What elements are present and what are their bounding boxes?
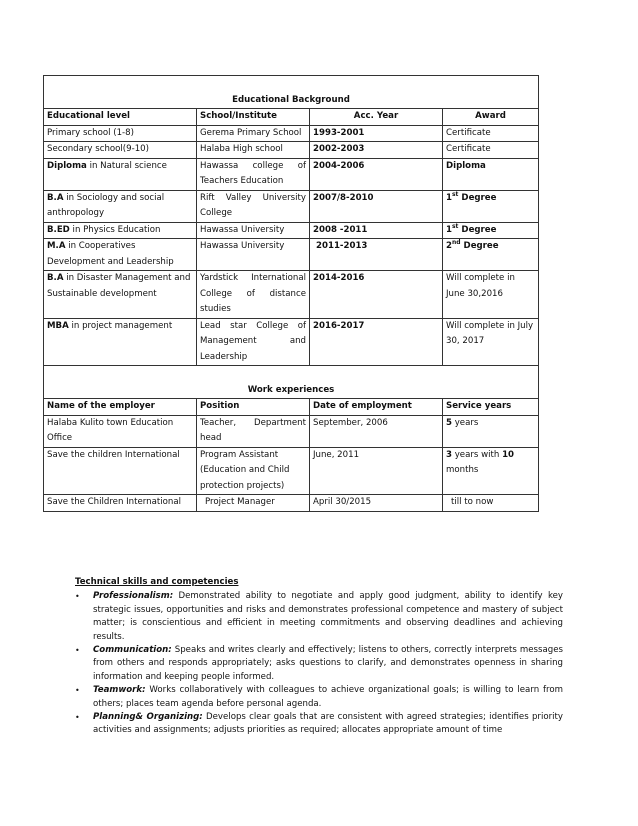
award-cell: 2nd Degree [443,239,539,271]
school-cell: Yardstick International College of distance studies [197,271,310,319]
award-cell: Certificate [443,142,539,159]
school-cell: Gerema Primary School [197,125,310,142]
date-cell: September, 2006 [310,415,443,447]
service-years-cell: 3 years with 10 months [443,447,539,495]
bullet-icon: • [75,686,80,696]
year-cell: 2016-2017 [310,318,443,366]
list-item: • Communication: Speaks and writes clearly and effectively; listens to others, correctly interprets messages from others and responds appropriately; asks questions to clarify, and demonstrates openness in sharing information and keeping people informed. [75,645,563,682]
award-cell: 1st Degree [443,190,539,222]
work-section-title: Work experiences [44,366,539,399]
school-cell: Hawassa college of Teachers Education [197,158,310,190]
year-cell: 2002-2003 [310,142,443,159]
table-row [44,190,539,222]
employer-cell: Halaba Kulito town Education Office [44,415,197,447]
table-row [44,222,539,239]
bullet-icon: • [75,713,80,723]
education-title-row [44,76,539,109]
date-cell: April 30/2015 [310,495,443,512]
skills-heading: Technical skills and competencies [75,577,239,587]
year-cell: 2008 -2011 [310,222,443,239]
year-cell: 2004-2006 [310,158,443,190]
table-row [44,239,539,271]
table-row [44,271,539,319]
list-item: • Professionalism: Demonstrated ability to negotiate and apply good judgment, ability to identify key strategic issues, opportunities and risks and demonstrates professional competence and mastery of subject matter; is conscientious and efficient in meeting commitments and observing deadlines and achieving results. [75,591,563,642]
column-header: Date of employment [310,399,443,416]
table-row [44,158,539,190]
education-level-cell: Diploma in Natural science [44,158,197,190]
education-level-cell: Primary school (1-8) [44,125,197,142]
table-row [44,142,539,159]
work-header-row [44,399,539,416]
skills-list [75,590,563,737]
award-cell: Certificate [443,125,539,142]
year-cell: 2007/8-2010 [310,190,443,222]
school-cell: Hawassa University [197,239,310,271]
column-header: Position [197,399,310,416]
column-header: Educational level [44,109,197,126]
year-cell: 1993-2001 [310,125,443,142]
table-row [44,125,539,142]
education-level-cell: Secondary school(9-10) [44,142,197,159]
employer-cell: Save the Children International [44,495,197,512]
table-row [44,318,539,366]
education-level-cell: MBA in project management [44,318,197,366]
cv-table [43,75,539,512]
position-cell: Teacher, Department head [197,415,310,447]
column-header: School/Institute [197,109,310,126]
position-cell: Program Assistant (Education and Child protection projects) [197,447,310,495]
list-item: • Planning& Organizing: Develops clear goals that are consistent with agreed strategies; identifies priority activities and assignments; adjusts priorities as required; allocates appropriate amount of time [75,712,563,736]
education-section-title: Educational Background [44,76,539,109]
award-cell: 1st Degree [443,222,539,239]
education-level-cell: B.A in Sociology and social anthropology [44,190,197,222]
school-cell: Hawassa University [197,222,310,239]
column-header: Service years [443,399,539,416]
education-level-cell: B.A in Disaster Management and Sustainable development [44,271,197,319]
list-item: • Teamwork: Works collaboratively with colleagues to achieve organizational goals; is willing to learn from others; places team agenda before personal agenda. [75,685,563,709]
table-row [44,415,539,447]
service-years-cell: till to now [443,495,539,512]
education-level-cell: M.A in Cooperatives Development and Leadership [44,239,197,271]
service-years-cell: 5 years [443,415,539,447]
employer-cell: Save the children International [44,447,197,495]
award-cell: Diploma [443,158,539,190]
year-cell: 2014-2016 [310,271,443,319]
column-header: Acc. Year [310,109,443,126]
date-cell: June, 2011 [310,447,443,495]
work-title-row [44,366,539,399]
award-cell: Will complete in July 30, 2017 [443,318,539,366]
education-header-row [44,109,539,126]
education-level-cell: B.ED in Physics Education [44,222,197,239]
table-row [44,495,539,512]
year-cell: 2011-2013 [310,239,443,271]
school-cell: Lead star College of Management and Leadership [197,318,310,366]
school-cell: Halaba High school [197,142,310,159]
award-cell: Will complete in June 30,2016 [443,271,539,319]
skills-section [75,576,563,738]
table-row [44,447,539,495]
column-header: Award [443,109,539,126]
bullet-icon: • [75,592,80,602]
position-cell: Project Manager [197,495,310,512]
bullet-icon: • [75,646,80,656]
column-header: Name of the employer [44,399,197,416]
school-cell: Rift Valley University College [197,190,310,222]
